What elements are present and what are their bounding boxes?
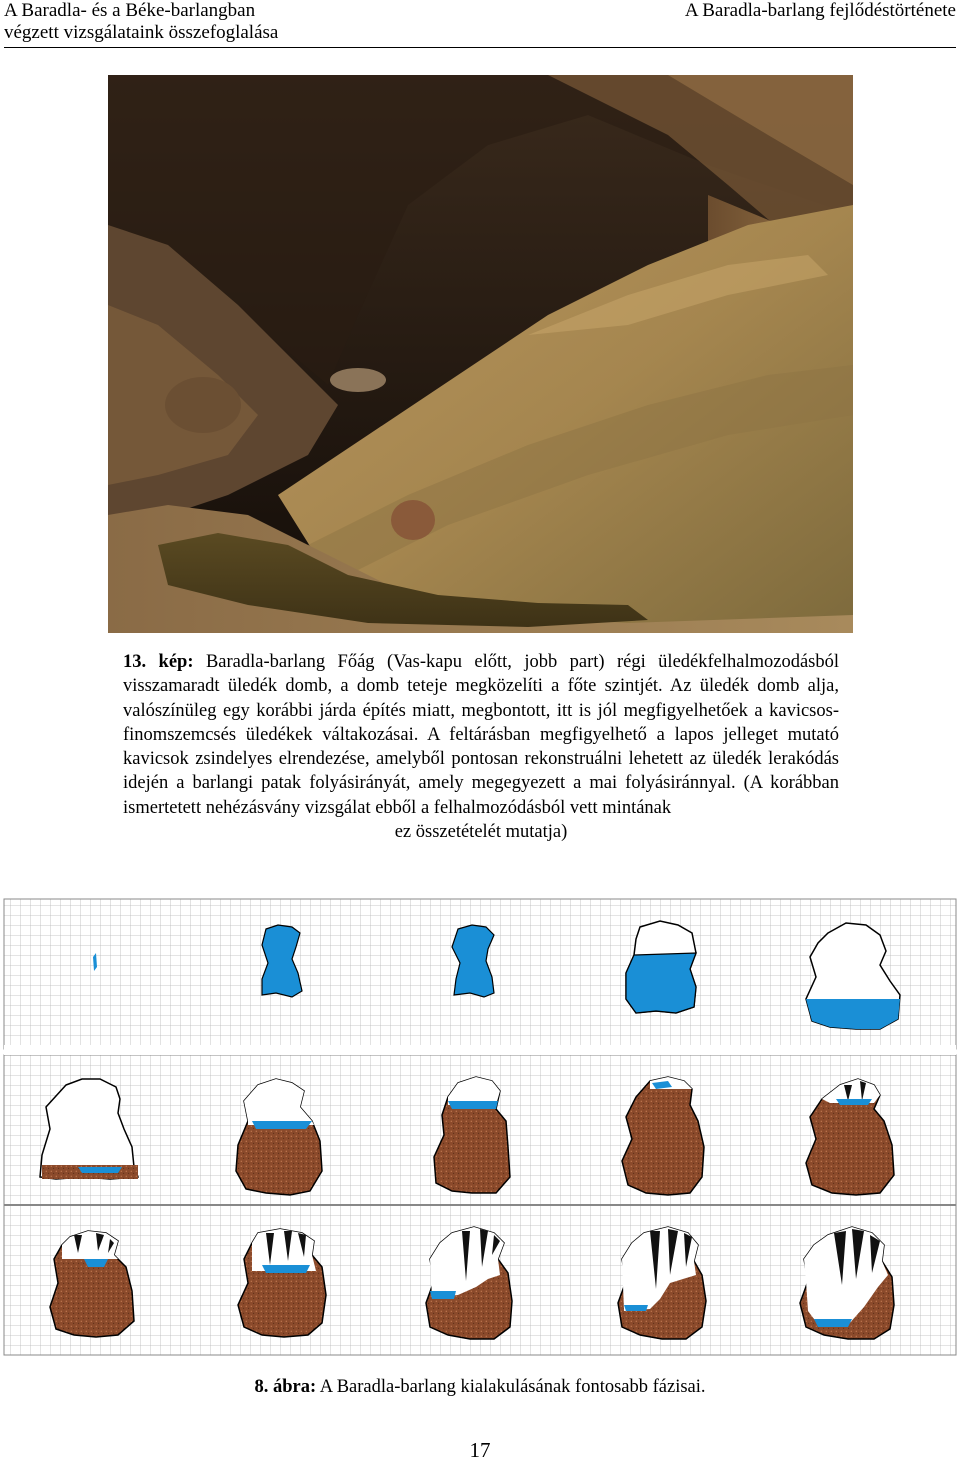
page-number: 17: [469, 1438, 491, 1462]
figure-caption-text: A Baradla-barlang kialakulásának fontosabb fázisai.: [319, 1377, 706, 1397]
figure-caption: [0, 1375, 960, 1399]
cave-phases-figure: [0, 895, 960, 1360]
header-left: [4, 0, 278, 44]
photo-caption-last-line: ez összetételét mutatja): [394, 822, 568, 843]
header-left-line1: A Baradla- és a Béke-barlangban: [4, 0, 256, 21]
phase-14: [618, 1227, 706, 1339]
header-rule: [4, 47, 956, 48]
header-left-line2: végzett vizsgálataink összefoglalása: [4, 22, 279, 43]
photo-caption-text: Baradla-barlang Főág (Vas-kapu előtt, jobb part) régi üledékfelhalmozodásból visszamaradt üledék domb, a domb teteje megközelíti a főte szintjét. Az üledék domb alja, valószínüleg egy korábbi járda építés miatt, megbontott, itt is jól megfigyelhetőek a kavicsos- finomszemcsés üledékek váltakozásai. A feltárásban megfigyelhető a lapos jelleget mutató kavicsok zsindelyes elrendezése, amelyből pontosan rekonstruálni lehetett az üledék lerakódás idején a barlangi patak folyásirányát, amely megegyezett a mai folyásiránnyal. (A korábban ismertetett nehézásvány vizsgálat ebből a felhalmozódásból vett mintának: [123, 652, 840, 818]
cave-photo: [108, 75, 853, 633]
header-right: A Baradla-barlang fejlődéstörténete: [684, 0, 956, 21]
photo-caption-label: 13. kép:: [123, 652, 194, 672]
phase-12: [238, 1229, 326, 1337]
phase-13: [426, 1227, 512, 1339]
figure-caption-label: 8. ábra:: [254, 1377, 317, 1397]
photo-caption: [123, 650, 839, 844]
